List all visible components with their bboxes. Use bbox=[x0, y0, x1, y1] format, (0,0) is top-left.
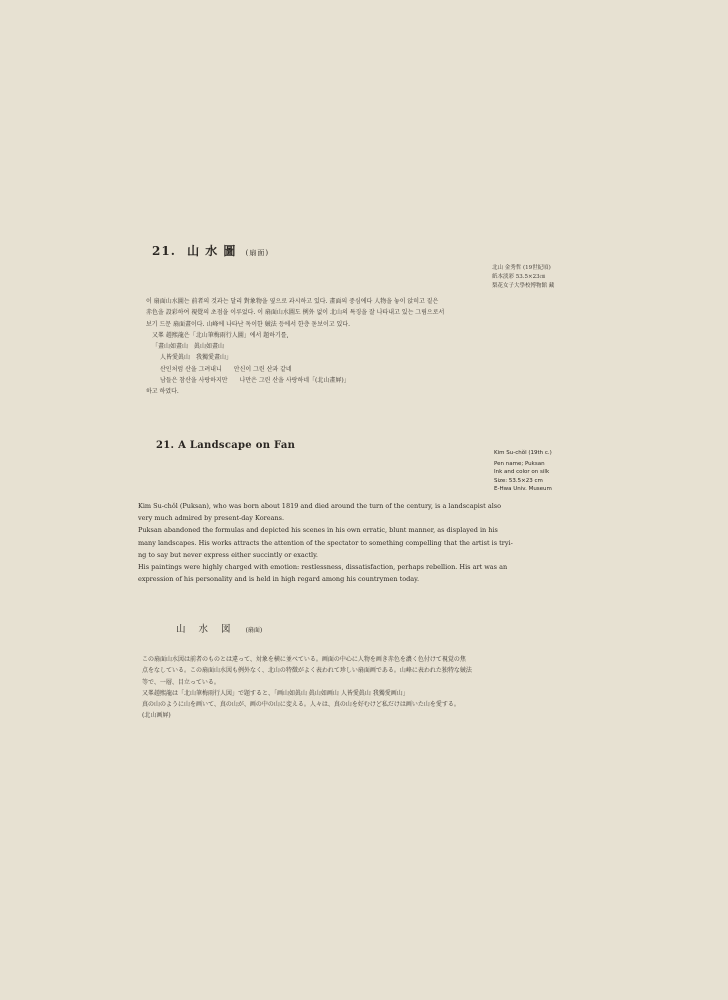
korean-title-note: (扇面) bbox=[245, 249, 270, 257]
japanese-title-note: (扇面) bbox=[245, 627, 263, 634]
korean-title bbox=[152, 242, 269, 259]
korean-poem-line: 남들은 참산을 사랑하지만 나만은 그린 산을 사랑하네「(北山畫屛)」 bbox=[160, 377, 350, 385]
korean-artwork-meta bbox=[492, 264, 672, 291]
korean-paragraph-line: 보기 드문 扇面畫이다. 山峰에 나타난 독이한 皴法 등에서 한층 돋보이고 있다. bbox=[146, 320, 350, 328]
english-meta-line: Pen name; Puksan bbox=[494, 460, 545, 467]
english-meta-line: Ink and color on silk bbox=[494, 469, 550, 475]
korean-paragraph-line: 하고 하였다. bbox=[146, 388, 179, 396]
japanese-paragraph-line: 点をなしている。この扇面山水図も例外なく、北山の特徴がよく表われて珍しい扇面画である。山峰に表われた独特な皴法 bbox=[142, 667, 472, 675]
korean-paragraph-line: 이 扇面山水圖는 前者의 것과는 달리 對象物을 옆으로 과시하고 있다. 畫面의 중심에다 人物을 놓이 앉히고 짙은 bbox=[146, 298, 439, 305]
korean-body bbox=[146, 296, 586, 398]
english-paragraph-line: ng to say but never express either succintly or exactly. bbox=[138, 550, 318, 559]
english-artwork-meta bbox=[494, 449, 644, 494]
korean-paragraph-line: 又峯 趙熙龍은「北山筆梅雨行人圖」에서 題하기를, bbox=[152, 331, 289, 339]
english-paragraph-line: expression of his personality and is held in high regard among his countrymen today. bbox=[138, 575, 420, 584]
japanese-paragraph-line: 真の山のように山を画いて、真の山が、画の中の山に変える。人々は、真の山を好むけど私だけは画いた山を愛する。 bbox=[142, 701, 460, 709]
english-title: 21. A Landscape on Fan bbox=[156, 440, 296, 451]
korean-title-text: 山 水 圖 bbox=[187, 244, 237, 258]
korean-meta-line: 北山 金秀哲 (19世紀頃) bbox=[492, 265, 551, 271]
korean-poem-line: 산인처럼 산을 그려내니 안신이 그린 산과 같네 bbox=[160, 365, 292, 373]
english-meta-line: Size: 53.5×23 cm bbox=[494, 477, 543, 484]
japanese-paragraph-line: この扇面山水図は前者のものとは違って、対象を横に並べている。画面の中心に人物を画き赤色を濃く色付けて視覚の焦 bbox=[142, 656, 466, 663]
japanese-title bbox=[176, 621, 262, 635]
japanese-paragraph-line: (北山画屛) bbox=[142, 712, 171, 720]
korean-poem-line: 「畫山如畫山 眞山如畫山 bbox=[152, 343, 225, 351]
korean-meta-line: 梨花女子大學校博物館 藏 bbox=[492, 283, 555, 289]
japanese-body bbox=[142, 654, 594, 722]
japanese-paragraph-line: 又峯趙熙龍は「北山筆梅雨行人図」で題すると、「画山如眞山 眞山如画山 人皆愛眞山 我獨愛画山」 bbox=[142, 689, 409, 697]
japanese-paragraph-line: 等で、一層、目立っている。 bbox=[142, 678, 220, 686]
korean-poem-line: 人皆愛眞山 我獨愛畫山」 bbox=[160, 354, 233, 362]
english-meta-line: E-Hwa Univ. Museum bbox=[494, 486, 552, 492]
english-meta-line: Kim Su-chŏl (19th c.) bbox=[494, 450, 552, 456]
korean-paragraph-line: 赤色을 設彩하여 視覺의 초점을 이루었다. 이 扇面山水圖도 例外 없이 北山의 특징을 잘 나타내고 있는 그림으로서 bbox=[146, 309, 445, 317]
korean-meta-line: 紙本淡彩 53.5×23㎝ bbox=[492, 274, 546, 280]
english-paragraph-line: very much admired by present-day Koreans. bbox=[138, 514, 285, 523]
english-paragraph-line: His paintings were highly charged with emotion: restlessness, dissatisfaction, perhaps rebellion. His art was an bbox=[138, 563, 508, 572]
english-paragraph-line: Kim Su-chŏl (Puksan), who was born about 1819 and died around the turn of the century, is a landscapist also bbox=[138, 502, 502, 510]
korean-title-number: 21. bbox=[152, 244, 176, 258]
japanese-title-text: 山 水 図 bbox=[176, 624, 236, 635]
english-paragraph-line: many landscapes. His works attracts the attention of the spectator to something compelling that the artist is tryi- bbox=[138, 538, 513, 547]
english-body bbox=[138, 500, 588, 585]
english-paragraph-line: Puksan abandoned the formulas and depicted his scenes in his own erratic, blunt manner, as displayed in his bbox=[138, 526, 498, 535]
